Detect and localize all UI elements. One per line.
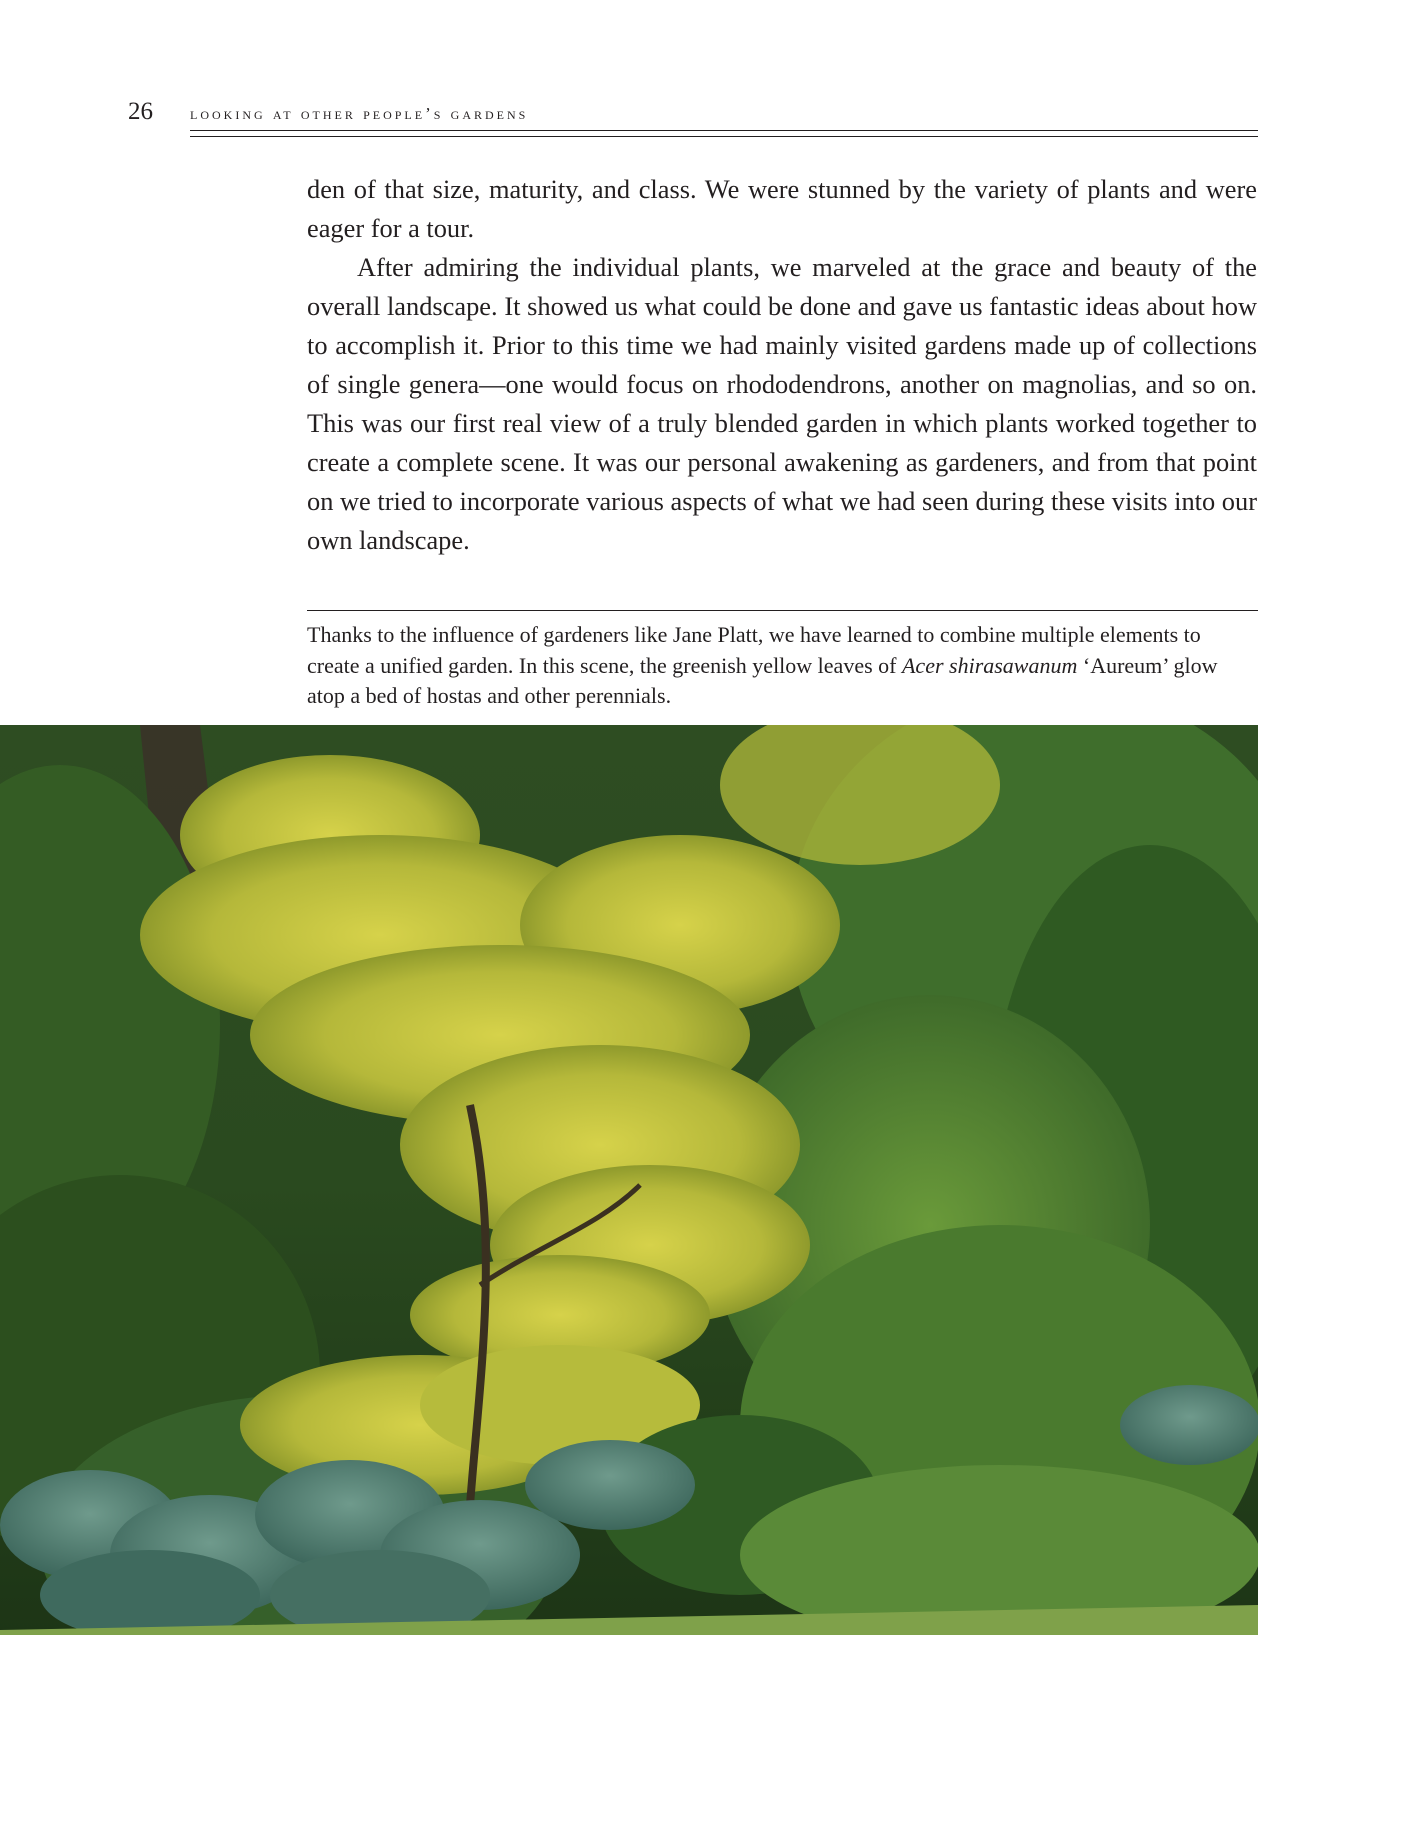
caption-species-name: Acer shirasawanum — [901, 652, 1078, 678]
body-text — [307, 170, 1257, 560]
caption-rule — [307, 610, 1258, 611]
caption-text-after: ‘Aureum’ glow atop a bed of hostas and other perennials. — [307, 652, 1218, 708]
header-rule — [190, 130, 1258, 137]
caption-text-before: Thanks to the influence of gardeners like Jane Platt, we have learned to combine multiple elements to create a unified garden. In this scene, the greenish yellow leaves of — [307, 622, 1201, 678]
body-paragraph-1: den of that size, maturity, and class. We were stunned by the variety of plants and were eager for a tour. — [307, 174, 1257, 243]
running-head — [128, 98, 1258, 134]
running-head-title: looking at other people’s gardens — [190, 104, 529, 123]
photo-caption — [307, 620, 1257, 712]
garden-photo — [0, 725, 1258, 1635]
body-paragraph-2: After admiring the individual plants, we marveled at the grace and beauty of the overall landscape. It showed us what could be done and gave us fantastic ideas about how to accomplish it. Prior to this time we had mainly visited gardens made up of collections of single genera—one would focus on rhododendrons, another on magnolias, and so on. This was our first real view of a truly blended garden in which plants worked together to create a complete scene. It was our personal awakening as gardeners, and from that point on we tried to incorporate various aspects of what we had seen during these visits into our own landscape. — [307, 252, 1257, 555]
page-number: 26 — [128, 98, 153, 125]
garden-photo-illustration — [0, 725, 1258, 1635]
